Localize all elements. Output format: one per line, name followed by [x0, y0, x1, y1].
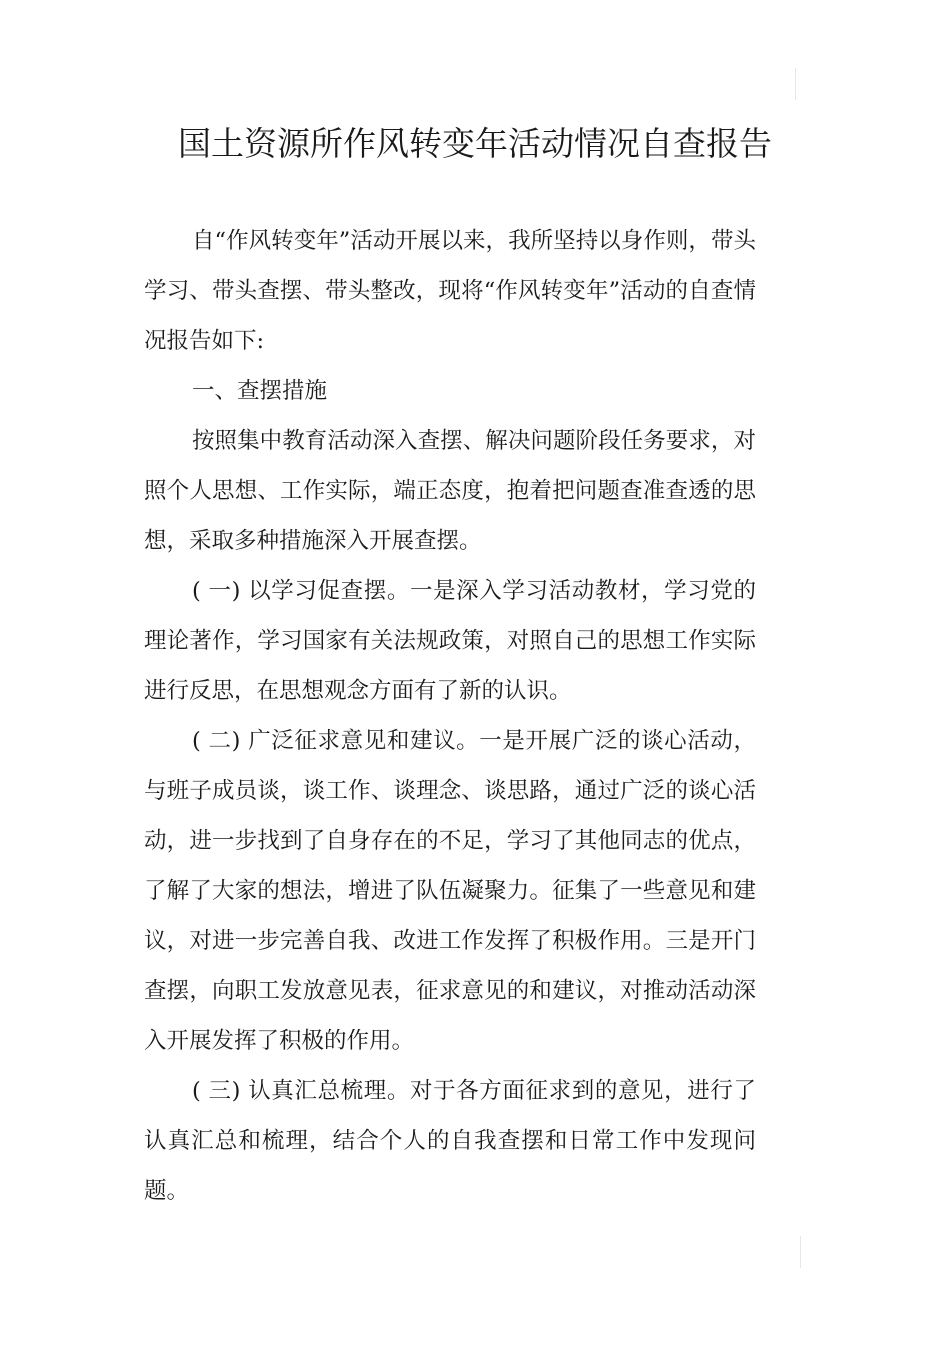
- paragraph-item-3: ( 三) 认真汇总梳理。对于各方面征求到的意见，进行了认真汇总和梳理，结合个人的自我查摆和日常工作中发现问题。: [144, 1078, 756, 1204]
- paragraph-item-2: ( 二) 广泛征求意见和建议。一是开展广泛的谈心活动，与班子成员谈，谈工作、谈理念、谈思路，通过广泛的谈心活动，进一步找到了自身存在的不足，学习了其他同志的优点，了解了大家的想法，增进了队伍凝聚力。征集了一些意见和建议，对进一步完善自我、改进工作发挥了积极作用。三是开门查摆，向职工发放意见表，征求意见的和建议，对推动活动深入开展发挥了积极的作用。: [144, 728, 756, 1054]
- page-edge-mark-bottom: [800, 1236, 801, 1268]
- document-body: [144, 216, 756, 1216]
- paragraph-measures: 按照集中教育活动深入查摆、解决问题阶段任务要求，对照个人思想、工作实际，端正态度，抱着把问题查准查透的思想，采取多种措施深入开展查摆。: [144, 428, 756, 554]
- paragraph-intro: 自“作风转变年”活动开展以来，我所坚持以身作则，带头学习、带头查摆、带头整改，现将“作风转变年”活动的自查情况报告如下:: [144, 228, 756, 354]
- section-heading-measures: 一、查摆措施: [192, 378, 328, 404]
- document-title: 国土资源所作风转变年活动情况自查报告: [178, 124, 772, 163]
- page-edge-mark-top: [795, 68, 796, 100]
- paragraph-item-1: ( 一) 以学习促查摆。一是深入学习活动教材，学习党的理论著作，学习国家有关法规政策，对照自己的思想工作实际进行反思，在思想观念方面有了新的认识。: [144, 578, 756, 704]
